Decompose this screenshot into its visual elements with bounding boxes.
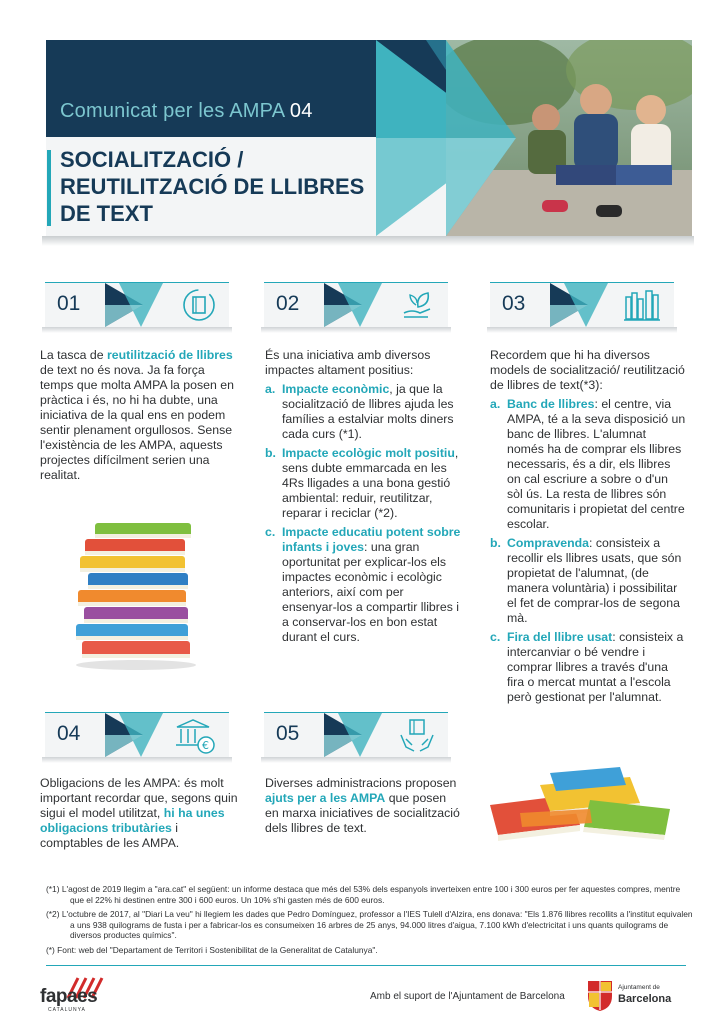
hand-leaf-icon xyxy=(400,287,436,323)
footnote: (*1) L'agost de 2019 llegim a "ara.cat" el següent: un informe destaca que més del 53% dels espanyols inverteixen entre 100 i 300 euros per fer aquestes compres, mentre que el 22% hi destinen entre 300 i 600 euros. Un 10% s'hi gasten més de 600 euros. xyxy=(46,884,681,905)
footnote: (*) Font: web del "Departament de Territori i Sostenibilitat de la Generalitat de Catalunya". xyxy=(46,944,378,955)
section-05-header xyxy=(264,712,448,757)
list-item: a. Impacte econòmic, ja que la socialització de llibres ajuda les famílies a estalviar molts diners cada curs (*1). xyxy=(265,382,454,441)
book-refresh-icon xyxy=(181,287,217,323)
bookshelf-icon xyxy=(622,287,662,323)
svg-text:€: € xyxy=(202,739,209,752)
list-item: b. Impacte ecològic molt positiu, sens dubte emmarcada en les 4Rs lligades a una bona gestió ambiental: reduir, reutilitzar, reparar i reciclar (*2). xyxy=(265,446,459,520)
ajuntament-barcelona-logo: Ajuntament de Barcelona xyxy=(585,978,685,1018)
section-01-header xyxy=(45,282,229,327)
support-text: Amb el suport de l'Ajuntament de Barcelona xyxy=(370,991,565,1002)
section-03-text: Recordem que hi ha diversos models de socialització/ reutilització de llibres de text(*3): a. Banc de llibres: el centre, via AMPA, té a la seva disposició un banc de llibres. L'alumnat només ha de comprar els llibres necessaris, és a dir, els llibres on cal escriure a sobre o d'un sòl ús. La resta de llibres són comunitaris i propietat del centre escolar. b. Compravenda: consisteix a recollir els llibres usats, que són propietat de l'alumnat, (de manera voluntària) i possibilitar el fet de comprar-los de segona mà. c. Fira del llibre usat: consisteix a intercanviar o bé vendre i comprar llibres a través d'una fira o mercat muntat a l'escola però gestionat per l'alumnat. xyxy=(490,348,686,704)
section-number: 05 xyxy=(276,722,300,745)
fapaes-logo: fapaes CATALUNYA xyxy=(40,976,97,1004)
section-number: 02 xyxy=(276,292,300,315)
section-02-header xyxy=(264,282,448,327)
students-reading-photo xyxy=(446,40,692,236)
book-stack-image xyxy=(70,515,220,675)
section-04-text: Obligacions de les AMPA: és molt important recordar que, segons quin sigui el model utilitzat, hi ha unes obligacions tributàries i comptables de les AMPA. xyxy=(40,776,238,850)
bank-euro-icon xyxy=(173,717,217,755)
header-comunicat: Comunicat per les AMPA 04 xyxy=(60,100,313,122)
list-item: a. Banc de llibres: el centre, via AMPA, té a la seva disposició un banc de llibres. L'alumnat només ha de comprar els llibres necessaris, és a dir, els llibres on cal escriure a sobre o d'un sòl ús. La resta de llibres són comunitaris i propietat del centre escolar. xyxy=(490,397,686,531)
section-number: 01 xyxy=(57,292,81,315)
barcelona-shield-icon xyxy=(585,978,615,1012)
footnote: (*2) L'octubre de 2017, al "Diari La veu" hi llegiem les dades que Pedro Domínguez, professor a l'IES Tulell d'Alzira, ens donava: "Els 1.876 llibres recollits a l'institut equivalen a uns 938 quilograms de fusta i per a fabricar-los es consumeixen 16 arbres de 25 anys, 94.000 litres d'aigua, 7.100 kWh d'electricitat i uns quants quilograms de diversos productes químics". xyxy=(46,909,693,940)
list-item: c. Fira del llibre usat: consisteix a intercanviar o bé vendre i comprar llibres a través d'una fira o mercat muntat a l'escola però gestionat per l'alumnat. xyxy=(490,630,684,704)
title-accent-bar xyxy=(47,150,51,226)
section-01-text: La tasca de reutilització de llibres de text no és nova. Ja fa força temps que molta AMPA la posen en pràctica i és, no hi ha dubte, una iniciativa de la qual ens en podem sentir plenament orgullosos. Sense l'existència de les AMPA, aquests projectes difícilment serien una realitat. xyxy=(40,348,234,482)
page-title: SOCIALITZACIÓ / REUTILITZACIÓ DE LLIBRES DE TEXT xyxy=(60,147,365,226)
hands-book-icon xyxy=(398,717,436,755)
list-item: b. Compravenda: consisteix a recollir els llibres usats, que són propietat de l'alumnat, (de manera voluntària) i possibilitar el fet de comprar-los de segona mà. xyxy=(490,536,682,625)
section-03-header xyxy=(490,282,674,327)
section-02-text: És una iniciativa amb diversos impactes altament positius: a. Impacte econòmic, ja que la socialització de llibres ajuda les famílies a estalviar molts diners cada curs (*1). b. Impacte ecològic molt positiu, sens dubte emmarcada en les 4Rs lligades a una bona gestió ambiental: reduir, reutilitzar, reparar i reciclar (*2). c. Impacte educatiu potent sobre infants i joves: una gran oportunitat per explicar-los els impactes econòmic i ecològic anteriors, així com per ensenyar-los a compartir llibres i a conservar-los en bon estat durant el curs. xyxy=(265,348,461,644)
list-item: c. Impacte educatiu potent sobre infants i joves: una gran oportunitat per explicar-los els impactes econòmic i ecològic anteriors, així com per ensenyar-los a compartir llibres i a conservar-los en bon estat durant el curs. xyxy=(265,525,461,644)
section-05-text: Diverses administracions proposen ajuts per a les AMPA que posen en marxa iniciatives de socialització dels llibres de text. xyxy=(265,776,460,835)
section-number: 04 xyxy=(57,722,81,745)
footnotes xyxy=(46,884,696,959)
scattered-books-image xyxy=(480,765,680,845)
section-number: 03 xyxy=(502,292,526,315)
footer-divider xyxy=(46,965,686,966)
section-04-header xyxy=(45,712,229,757)
